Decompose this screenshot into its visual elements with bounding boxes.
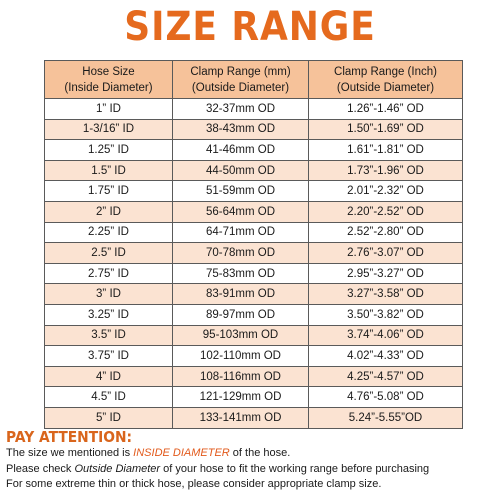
cell-clamp-range-mm: 44-50mm OD xyxy=(173,160,309,181)
cell-clamp-range-mm: 75-83mm OD xyxy=(173,263,309,284)
cell-clamp-range-inch: 2.01”-2.32” OD xyxy=(309,181,463,202)
cell-hose-size: 3.75” ID xyxy=(45,346,173,367)
page-title: SIZE RANGE xyxy=(124,4,376,50)
table-row xyxy=(45,160,463,181)
note-text: of the hose. xyxy=(229,447,291,459)
note-line-1 xyxy=(6,446,500,462)
header-hose-size xyxy=(45,61,173,99)
cell-clamp-range-inch: 5.24”-5.55”OD xyxy=(309,407,463,428)
cell-hose-size: 3.5” ID xyxy=(45,325,173,346)
cell-clamp-range-mm: 32-37mm OD xyxy=(173,99,309,120)
cell-clamp-range-inch: 2.52”-2.80” OD xyxy=(309,222,463,243)
cell-clamp-range-mm: 64-71mm OD xyxy=(173,222,309,243)
table-row xyxy=(45,366,463,387)
note-line-2 xyxy=(6,462,500,478)
table-body xyxy=(45,99,463,429)
cell-hose-size: 4.5” ID xyxy=(45,387,173,408)
cell-hose-size: 2.25” ID xyxy=(45,222,173,243)
table-row xyxy=(45,243,463,264)
cell-hose-size: 5” ID xyxy=(45,407,173,428)
table-row xyxy=(45,304,463,325)
table-row xyxy=(45,407,463,428)
cell-clamp-range-mm: 56-64mm OD xyxy=(173,201,309,222)
cell-clamp-range-inch: 3.50”-3.82” OD xyxy=(309,304,463,325)
header-line: Clamp Range (mm) xyxy=(190,65,291,78)
note-line-3: For some extreme thin or thick hose, please consider appropriate clamp size. xyxy=(6,478,382,490)
cell-clamp-range-inch: 1.73”-1.96” OD xyxy=(309,160,463,181)
cell-clamp-range-mm: 121-129mm OD xyxy=(173,387,309,408)
table-header xyxy=(45,61,463,99)
cell-clamp-range-inch: 2.76”-3.07” OD xyxy=(309,243,463,264)
table-row xyxy=(45,119,463,140)
table-row xyxy=(45,325,463,346)
outside-diameter-emphasis: Outside Diameter xyxy=(74,462,161,475)
cell-hose-size: 1.5” ID xyxy=(45,160,173,181)
table-row xyxy=(45,201,463,222)
table-row xyxy=(45,387,463,408)
cell-hose-size: 1.25” ID xyxy=(45,140,173,161)
cell-clamp-range-mm: 102-110mm OD xyxy=(173,346,309,367)
cell-clamp-range-mm: 133-141mm OD xyxy=(173,407,309,428)
cell-clamp-range-inch: 1.61”-1.81” OD xyxy=(309,140,463,161)
cell-clamp-range-inch: 4.02”-4.33” OD xyxy=(309,346,463,367)
cell-clamp-range-mm: 83-91mm OD xyxy=(173,284,309,305)
cell-hose-size: 1-3/16” ID xyxy=(45,119,173,140)
cell-clamp-range-inch: 2.95”-3.27” OD xyxy=(309,263,463,284)
table-row xyxy=(45,99,463,120)
header-line: (Outside Diameter) xyxy=(336,81,435,94)
header-line: Hose Size xyxy=(82,65,135,78)
inside-diameter-highlight: INSIDE DIAMETER xyxy=(133,447,230,459)
note-text: of your hose to fit the working range before purchasing xyxy=(160,462,430,475)
table-row xyxy=(45,222,463,243)
cell-hose-size: 1.75” ID xyxy=(45,181,173,202)
cell-hose-size: 3.25” ID xyxy=(45,304,173,325)
cell-clamp-range-inch: 1.50”-1.69” OD xyxy=(309,119,463,140)
cell-hose-size: 1” ID xyxy=(45,99,173,120)
cell-clamp-range-mm: 51-59mm OD xyxy=(173,181,309,202)
cell-clamp-range-mm: 95-103mm OD xyxy=(173,325,309,346)
cell-hose-size: 3” ID xyxy=(45,284,173,305)
header-line: (Outside Diameter) xyxy=(191,81,290,94)
cell-clamp-range-mm: 70-78mm OD xyxy=(173,243,309,264)
cell-hose-size: 2” ID xyxy=(45,201,173,222)
cell-hose-size: 2.5” ID xyxy=(45,243,173,264)
notes-section xyxy=(6,428,500,493)
cell-hose-size: 4” ID xyxy=(45,366,173,387)
cell-clamp-range-inch: 4.25”-4.57” OD xyxy=(309,366,463,387)
cell-hose-size: 2.75” ID xyxy=(45,263,173,284)
cell-clamp-range-inch: 3.74”-4.06” OD xyxy=(309,325,463,346)
size-range-table xyxy=(44,60,463,429)
pay-attention-heading: PAY ATTENTION: xyxy=(6,428,133,446)
cell-clamp-range-inch: 3.27”-3.58” OD xyxy=(309,284,463,305)
cell-clamp-range-mm: 89-97mm OD xyxy=(173,304,309,325)
cell-clamp-range-inch: 2.20”-2.52” OD xyxy=(309,201,463,222)
note-text: The size we mentioned is xyxy=(6,447,134,459)
table-row xyxy=(45,140,463,161)
table-row xyxy=(45,284,463,305)
table-row xyxy=(45,263,463,284)
cell-clamp-range-inch: 4.76”-5.08” OD xyxy=(309,387,463,408)
note-text: Please check xyxy=(6,462,75,475)
cell-clamp-range-mm: 41-46mm OD xyxy=(173,140,309,161)
header-line: (Inside Diameter) xyxy=(64,81,153,94)
cell-clamp-range-mm: 38-43mm OD xyxy=(173,119,309,140)
header-clamp-range-inch xyxy=(309,61,463,99)
header-line: Clamp Range (Inch) xyxy=(334,65,437,78)
header-clamp-range-mm xyxy=(173,61,309,99)
cell-clamp-range-mm: 108-116mm OD xyxy=(173,366,309,387)
cell-clamp-range-inch: 1.26”-1.46” OD xyxy=(309,99,463,120)
header-row xyxy=(45,61,463,99)
table-row xyxy=(45,181,463,202)
table-row xyxy=(45,346,463,367)
